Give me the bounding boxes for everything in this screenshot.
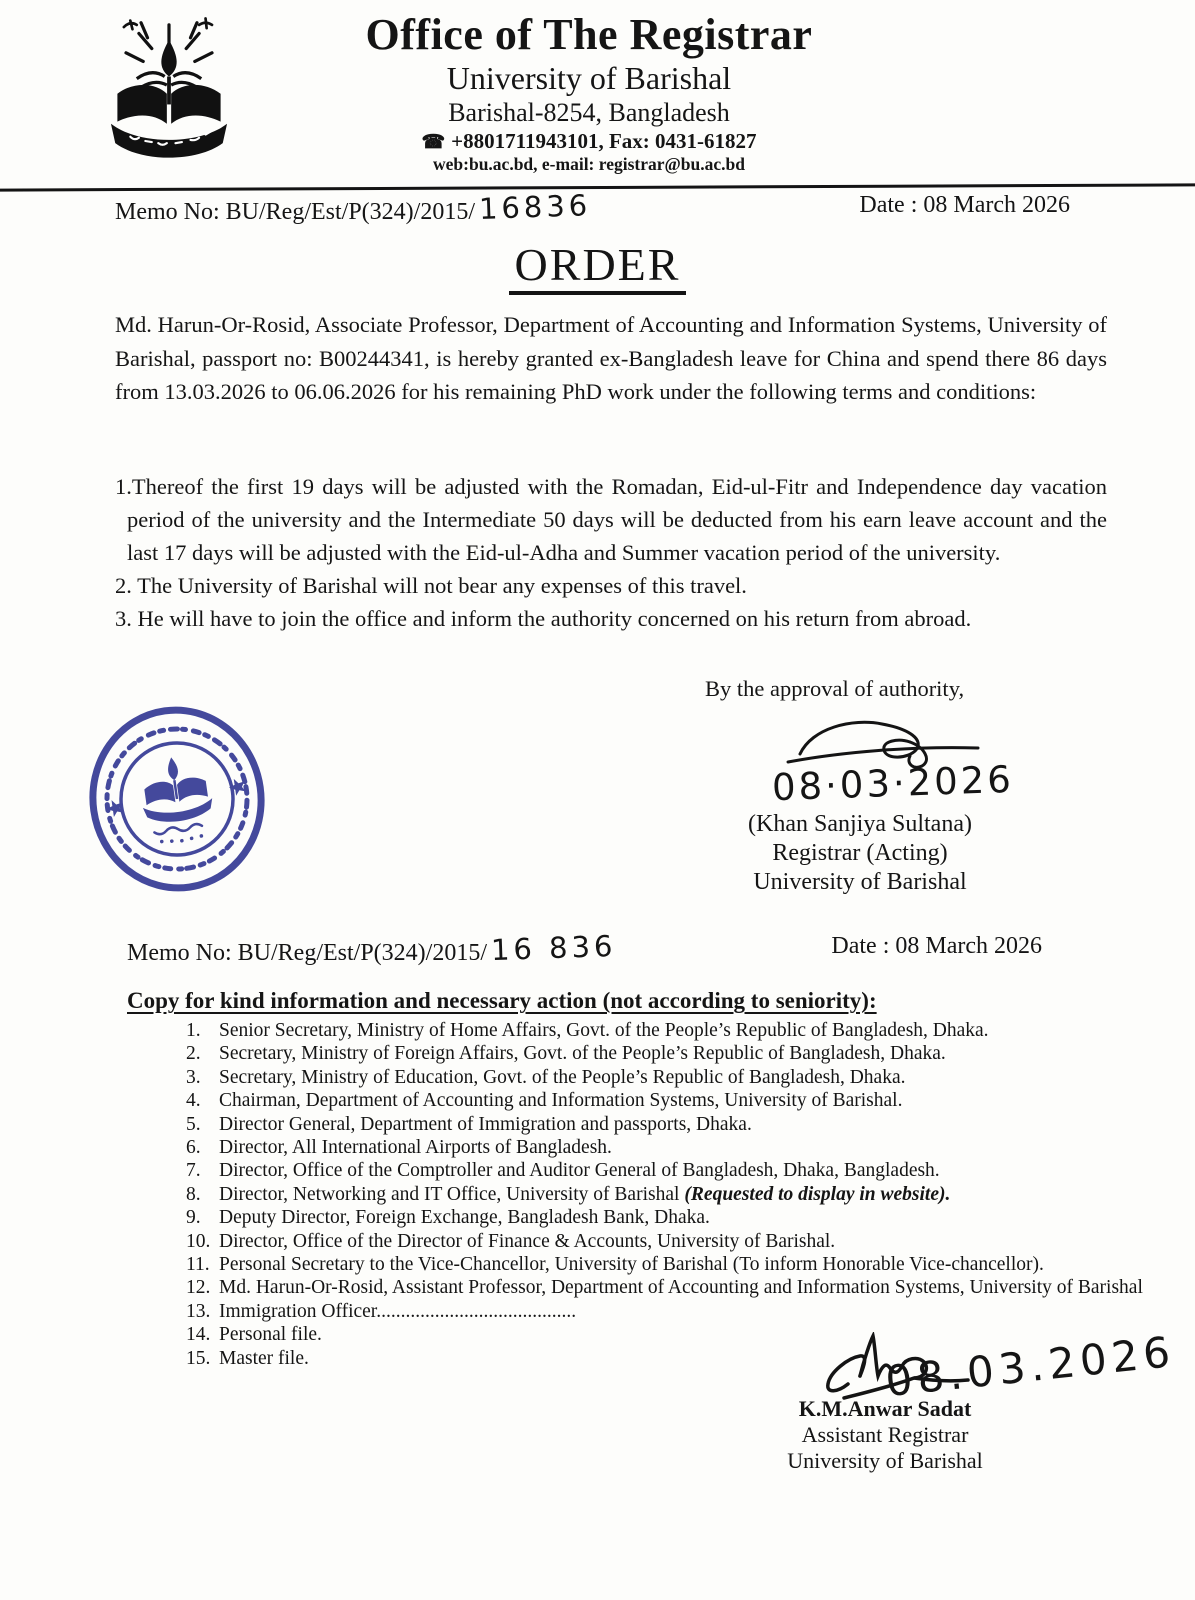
- distribution-item: [186, 1230, 1171, 1253]
- approver-name: (Khan Sanjiya Sultana): [748, 811, 972, 837]
- item-text: Personal file.: [219, 1324, 322, 1346]
- approver-block: [700, 810, 1020, 897]
- item-number: 10.: [186, 1230, 211, 1252]
- order-title-wrap: [0, 238, 1195, 295]
- item-number: 2.: [186, 1043, 201, 1065]
- memo-date: Date : 08 March 2026: [831, 933, 1042, 959]
- item-number: 5.: [186, 1113, 201, 1135]
- signer-title: Assistant Registrar: [801, 1422, 969, 1447]
- distribution-item: [186, 1042, 1171, 1065]
- item-number: 12.: [186, 1277, 211, 1299]
- item-text: Director General, Department of Immigration and passports, Dhaka.: [219, 1113, 752, 1135]
- item-number: 1.: [186, 1020, 201, 1041]
- order-title: ORDER: [509, 238, 687, 295]
- memo-number-line: [115, 188, 592, 226]
- approval-line: By the approval of authority,: [705, 676, 965, 701]
- distribution-item: [186, 1113, 1171, 1136]
- registrar-office-seal: [74, 691, 281, 906]
- item-number: 15.: [186, 1347, 211, 1369]
- item-number: 13.: [186, 1300, 211, 1322]
- memo-row-bottom: [127, 928, 1042, 968]
- distribution-item: [186, 1300, 1171, 1323]
- memo-label: Memo No: BU/Reg/Est/P(324)/2015/: [115, 199, 475, 225]
- distribution-item: [186, 1136, 1171, 1159]
- item-text: Md. Harun-Or-Rosid, Assistant Professor, Department of Accounting and Information Systems, University of Barishal: [219, 1277, 1143, 1299]
- signer-org: University of Barishal: [787, 1448, 983, 1473]
- item-number: 7.: [186, 1160, 201, 1182]
- distribution-heading: Copy for kind information and necessary action (not according to seniority):: [127, 988, 877, 1013]
- term-item-2: 2. The University of Barishal will not bear any expenses of this travel.: [115, 573, 747, 598]
- item-text: Chairman, Department of Accounting and Information Systems, University of Barishal.: [219, 1090, 903, 1112]
- item-number: 6.: [186, 1137, 201, 1159]
- distribution-item: [186, 1253, 1171, 1276]
- office-title: Office of The Registrar: [365, 10, 813, 59]
- item-note: (Requested to display in website).: [684, 1183, 951, 1205]
- distribution-item: [186, 1276, 1171, 1299]
- approval-date-handwritten: 08·03·2026: [771, 757, 1015, 810]
- telephone-icon: ☎: [421, 132, 446, 154]
- item-number: 3.: [186, 1066, 201, 1088]
- item-text: Senior Secretary, Ministry of Home Affairs, Govt. of the People’s Republic of Bangladesh, Dhaka.: [219, 1020, 989, 1041]
- distribution-item: [186, 1159, 1171, 1182]
- item-text: Immigration Officer.........................................: [219, 1300, 577, 1322]
- phone-line: [0, 130, 1178, 154]
- phone-text: +8801711943101, Fax: 0431-61827: [451, 129, 757, 154]
- item-number: 8.: [186, 1183, 201, 1205]
- item-text: Personal Secretary to the Vice-Chancellor, University of Barishal (To inform Honorable Vice-chancellor).: [219, 1254, 1044, 1276]
- approver-title: Registrar (Acting): [772, 840, 948, 866]
- item-text: Secretary, Ministry of Foreign Affairs, Govt. of the People’s Republic of Bangladesh, Dhaka.: [219, 1043, 946, 1065]
- item-number: 11.: [186, 1254, 210, 1276]
- memo-number-line: [127, 928, 617, 968]
- item-text: Deputy Director, Foreign Exchange, Bangladesh Bank, Dhaka.: [219, 1207, 710, 1229]
- address-line: Barishal-8254, Bangladesh: [448, 98, 730, 128]
- memo-number-handwritten: 16 836: [490, 928, 617, 968]
- distribution-item: [186, 1089, 1171, 1112]
- item-number: 14.: [186, 1324, 211, 1346]
- item-text: Director, Office of the Director of Finance & Accounts, University of Barishal.: [219, 1230, 836, 1252]
- order-body-paragraph: Md. Harun-Or-Rosid, Associate Professor, Department of Accounting and Information Systems, University of Barishal, passport no: B00244341, is hereby granted ex-Bangladesh leave for China and spend there 86 days from 13.03.2026 to 06.06.2026 for his remaining PhD work under the following terms and conditions:: [115, 312, 1107, 404]
- memo-number-handwritten: 16836: [478, 188, 592, 226]
- item-text: Director, Office of the Comptroller and Auditor General of Bangladesh, Dhaka, Bangladesh.: [219, 1160, 940, 1182]
- web-email-line: web:bu.ac.bd, e-mail: registrar@bu.ac.bd: [433, 153, 745, 174]
- letterhead: [0, 10, 1178, 174]
- item-number: 4.: [186, 1090, 201, 1112]
- term-item-1: 1.Thereof the first 19 days will be adjusted with the Romadan, Eid-ul-Fitr and Independence day vacation period of the university and the Intermediate 50 days will be deducted from his earn leave account and the last 17 days will be adjusted with the Eid-ul-Adha and Summer vacation period of the university.: [115, 474, 1107, 565]
- terms-and-conditions-list: [115, 470, 1107, 635]
- signer-block: [765, 1396, 1005, 1474]
- item-text: Master file.: [219, 1347, 309, 1369]
- memo-date: Date : 08 March 2026: [859, 192, 1070, 218]
- item-text: Director, All International Airports of Bangladesh.: [219, 1137, 612, 1159]
- item-number: 9.: [186, 1207, 201, 1229]
- term-item-3: 3. He will have to join the office and inform the authority concerned on his return from abroad.: [115, 606, 972, 631]
- distribution-item: [186, 1019, 1171, 1042]
- distribution-item: [186, 1206, 1171, 1229]
- item-text: Director, Networking and IT Office, University of Barishal: [219, 1183, 680, 1205]
- signature-date-handwritten: 08.03.2026: [883, 1326, 1178, 1407]
- university-name: University of Barishal: [446, 60, 732, 97]
- signer-name: K.M.Anwar Sadat: [798, 1396, 972, 1421]
- item-text: Secretary, Ministry of Education, Govt. of the People’s Republic of Bangladesh, Dhaka.: [219, 1066, 906, 1088]
- distribution-list: [186, 1019, 1171, 1370]
- distribution-item: [186, 1066, 1171, 1089]
- memo-label: Memo No: BU/Reg/Est/P(324)/2015/: [127, 940, 487, 966]
- approver-org: University of Barishal: [753, 869, 967, 895]
- header-divider: [0, 183, 1195, 191]
- memo-row-top: [115, 188, 1070, 226]
- distribution-item: [186, 1183, 1171, 1206]
